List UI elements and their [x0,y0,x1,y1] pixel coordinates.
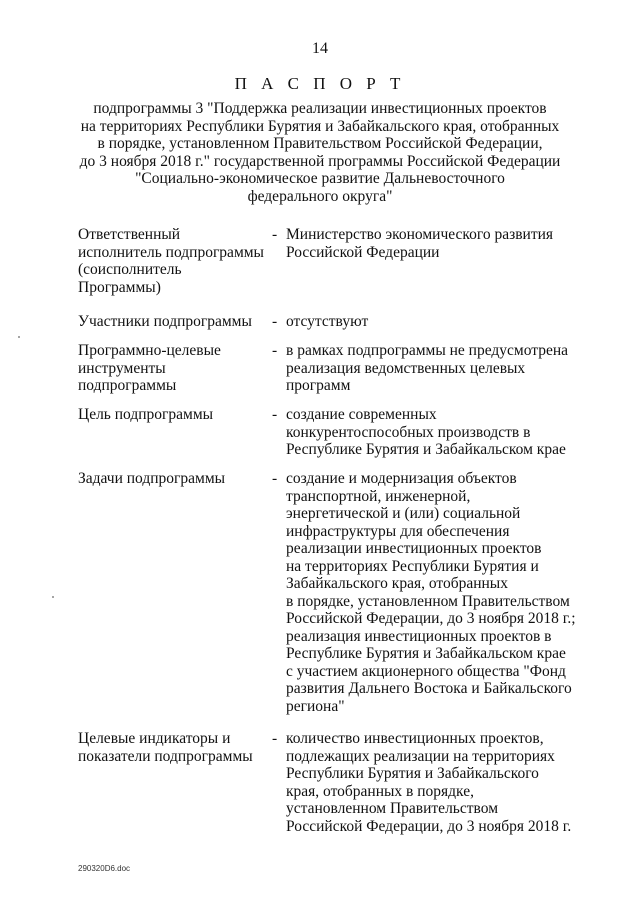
row-dash: - [272,226,278,243]
scan-speck [52,596,54,598]
row-dash: - [272,342,278,359]
scan-speck [18,336,20,338]
subtitle-line: "Социально-экономическое развитие Дальневосточного [135,170,505,187]
row-value: создание и модернизация объектов транспортной, инженерной, энергетической и (или) социальной инфраструктуры для обеспечения реализации инвестиционных проектов на территориях Республики Бурятия и Забайкальского края, отобранных в порядке, установленном Правительством Российской Федерации, до 3 ноября 2018 г.; реализация инвестиционных проектов в Республике Бурятия и Забайкальском крае с участием акционерного общества "Фонд развития Дальнего Востока и Байкальского региона" [286,470,576,715]
row-value: в рамках подпрограммы не предусмотрена реализация ведомственных целевых программ [286,342,569,394]
subtitle-line: на территориях Республики Бурятия и Забайкальского края, отобранных [80,117,560,135]
row-dash: - [272,730,278,747]
row-value: количество инвестиционных проектов, подлежащих реализации на территориях Республики Бурятия и Забайкальского края, отобранных в порядке, установленном Правительством Российской Федерации, до 3 ноября 2018 г. [286,730,572,835]
row-value: отсутствуют [286,313,369,330]
subtitle [70,100,570,205]
row-value: создание современных конкурентоспособных производств в Республике Бурятия и Забайкальском крае [286,406,566,458]
row-label: Целевые индикаторы и показатели подпрограммы [78,730,253,765]
row-label: Программно-целевые инструменты подпрограммы [78,342,221,394]
row-dash: - [272,406,278,423]
document-title: П А С П О Р Т [234,74,406,93]
subtitle-line: в порядке, установленном Правительством Российской Федерации, [97,135,543,152]
page-number: 14 [312,40,328,57]
subtitle-line: федерального округа" [247,187,393,205]
row-label: Ответственный исполнитель подпрограммы (соисполнитель Программы) [78,226,264,296]
row-label: Участники подпрограммы [78,313,252,330]
row-dash: - [272,470,278,487]
subtitle-line: подпрограммы 3 "Поддержка реализации инвестиционных проектов [93,100,547,117]
row-value: Министерство экономического развития Российской Федерации [286,226,554,261]
row-label: Цель подпрограммы [78,406,214,423]
file-name-footer: 290320D6.doc [78,864,131,873]
row-dash: - [272,313,278,330]
row-label: Задачи подпрограммы [78,470,226,487]
subtitle-line: до 3 ноября 2018 г." государственной программы Российской Федерации [79,152,561,170]
